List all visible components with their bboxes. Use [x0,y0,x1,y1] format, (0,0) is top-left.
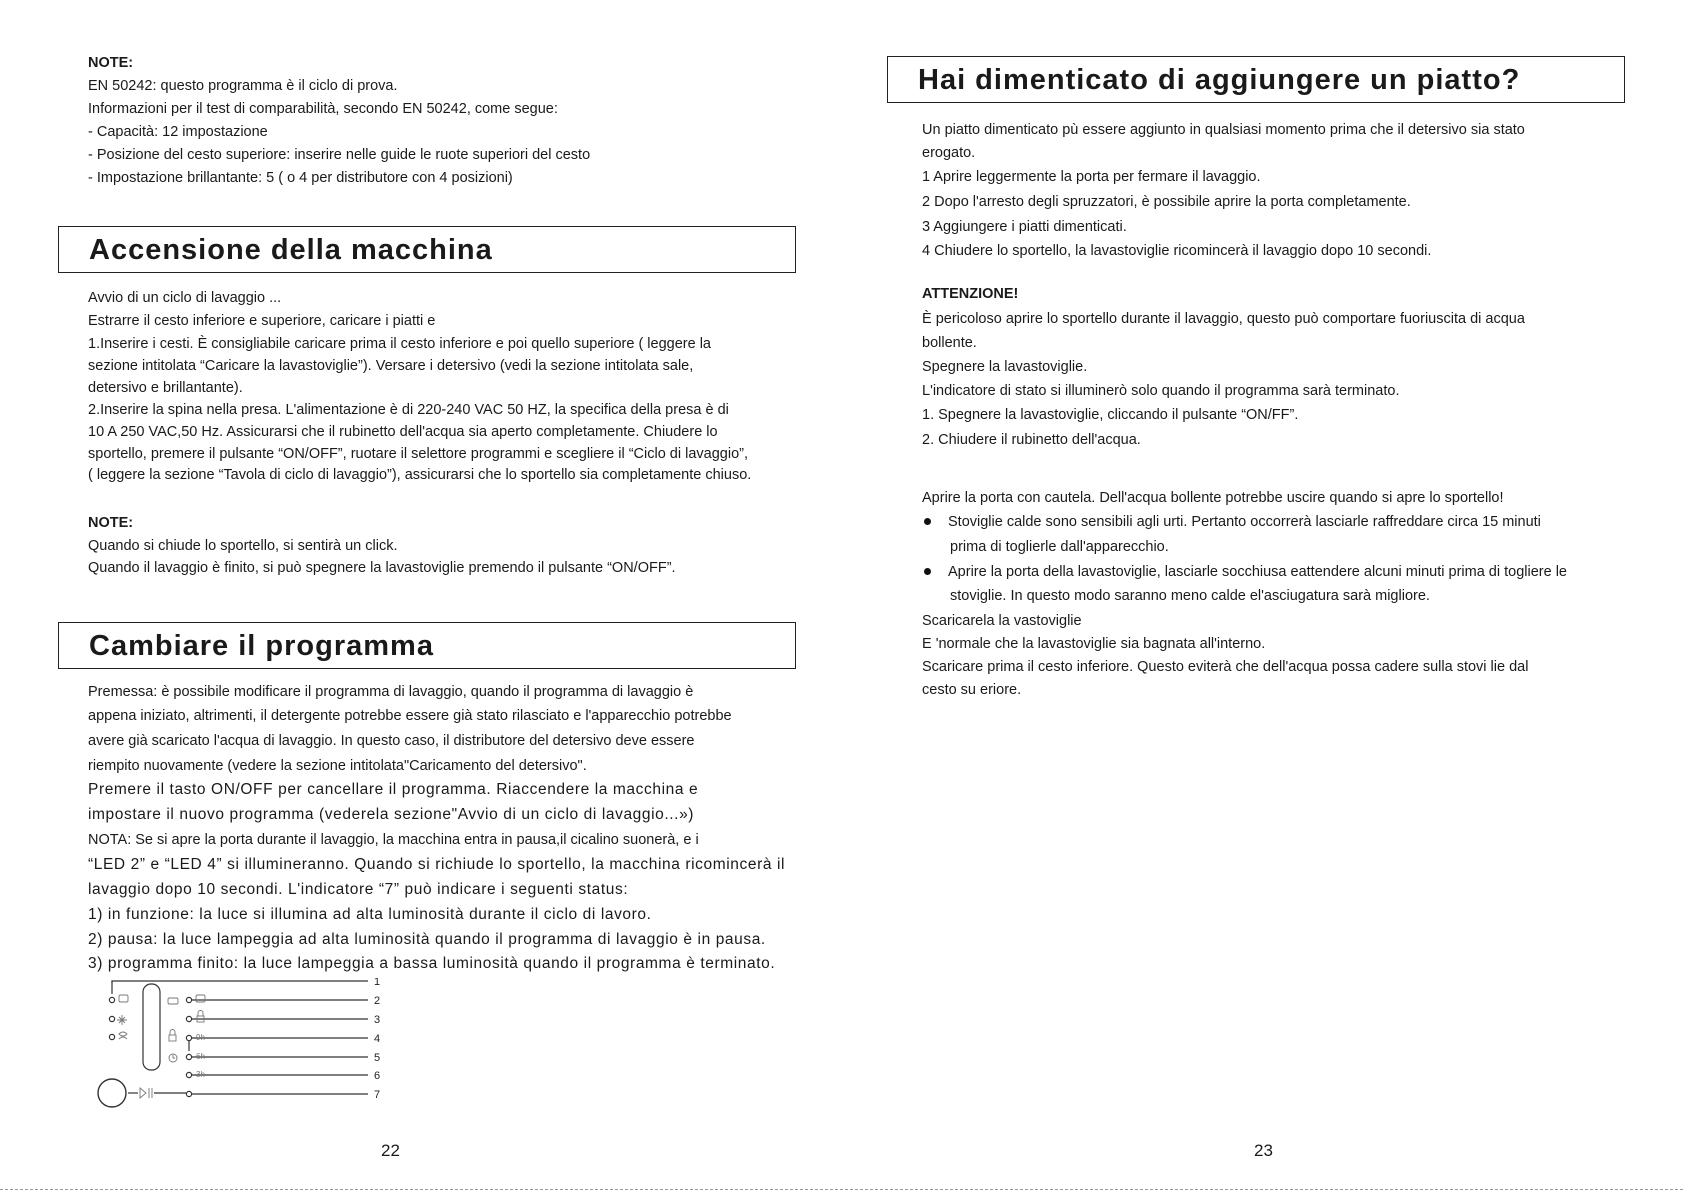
section-heading: Accensione della macchina [58,226,796,273]
led-indicator [109,1016,114,1021]
body-line: Scaricare prima il cesto inferiore. Questo eviterà che dell'acqua possa cadere sulla stovi lie dal [922,659,1529,675]
power-button [98,1079,126,1107]
timer-label: 6h [196,1052,205,1061]
body-line: “LED 2” e “LED 4” si illumineranno. Quando si richiude lo sportello, la macchina ricomincerà il [88,856,786,873]
lock-icon [169,1035,176,1041]
section-heading: Hai dimenticato di aggiungere un piatto? [887,56,1625,103]
bullet-line: prima di toglierle dall'apparecchio. [950,539,1169,555]
led-indicator [109,997,114,1002]
note-line: - Impostazione brillantante: 5 ( o 4 per distributore con 4 posizioni) [88,170,513,186]
body-line: Aprire la porta con cautela. Dell'acqua bollente potrebbe uscire quando si apre lo sportello! [922,490,1504,506]
note-line: Quando si chiude lo sportello, si sentirà un click. [88,538,398,554]
bottom-rule [0,1189,1683,1190]
timer-label: 3h [196,1070,205,1079]
body-line: 10 A 250 VAC,50 Hz. Assicurarsi che il rubinetto dell'acqua sia aperto completamente. Chiudere lo [88,424,718,440]
body-line: 3) programma finito: la luce lampeggia a bassa luminosità quando il programma è terminato. [88,955,776,972]
body-line: sportello, premere il pulsante “ON/OFF”, ruotare il selettore programmi e scegliere il “Ciclo di lavaggio”, [88,446,748,462]
led-indicator [109,1034,114,1039]
body-line: Un piatto dimenticato pù essere aggiunto in qualsiasi momento prima che il detersivo sia stato [922,122,1525,138]
body-line: sezione intitolata “Caricare la lavastoviglie”). Versare i detersivo (vedi la sezione intitolata sale, [88,358,694,374]
note-line: Quando il lavaggio è finito, si può spegnere la lavastoviglie premendo il pulsante “ON/OFF”. [88,560,676,576]
indicator-number: 4 [374,1033,381,1045]
right-page [840,0,1683,1191]
body-line: 2) pausa: la luce lampeggia ad alta luminosità quando il programma di lavaggio è in pausa. [88,931,766,948]
bullet-icon [924,568,931,575]
body-line: Scaricarela la vastoviglie [922,613,1082,629]
body-line: impostare il nuovo programma (vederela sezione"Avvio di un ciclo di lavaggio...») [88,806,695,823]
left-page [0,0,840,1191]
bullet-icon [924,518,931,525]
step-line: 1 Aprire leggermente la porta per fermare il lavaggio. [922,169,1261,185]
body-line: Avvio di un ciclo di lavaggio ... [88,290,282,306]
control-panel-diagram [96,978,396,1118]
step-line: 3 Aggiungere i piatti dimenticati. [922,219,1127,235]
leader-line-1 [112,981,368,983]
warning-line: È pericoloso aprire lo sportello durante il lavaggio, questo può comportare fuoriuscita di acqua [922,311,1525,327]
lock-shackle-icon [170,1030,175,1036]
indicator-number: 7 [374,1089,381,1101]
warning-line: L'indicatore di stato si illuminerò solo quando il programma sarà terminato. [922,383,1400,399]
note-line: - Posizione del cesto superiore: inserire nelle guide le ruote superiori del cesto [88,147,591,163]
body-line: lavaggio dopo 10 secondi. L'indicatore “7” può indicare i seguenti status: [88,881,629,898]
step-line: 4 Chiudere lo sportello, la lavastoviglie ricomincerà il lavaggio dopo 10 secondi. [922,243,1432,259]
step-line: 2 Dopo l'arresto degli spruzzatori, è possibile aprire la porta completamente. [922,194,1411,210]
body-line: Premessa: è possibile modificare il programma di lavaggio, quando il programma di lavaggio è [88,684,694,700]
body-line: 2.Inserire la spina nella presa. L'alimentazione è di 220-240 VAC 50 HZ, la specifica della presa è di [88,402,729,418]
bullet-line: Aprire la porta della lavastoviglie, lasciarle socchiusa eattendere alcuni minuti prima di togliere le [948,564,1567,580]
indicator-number: 3 [374,1014,381,1026]
start-pause-icon [140,1088,146,1098]
body-line: avere già scaricato l'acqua di lavaggio. In questo caso, il distributore del detersivo deve essere [88,733,695,749]
salt-icon [119,1032,127,1039]
body-line: appena iniziato, altrimenti, il detergente potrebbe essere già stato rilasciato e l'apparecchio potrebbe [88,708,732,724]
wash-icon [168,998,178,1004]
body-line: erogato. [922,145,976,161]
panel-icons [117,995,205,1098]
rinse-aid-icon [117,1015,127,1025]
body-line: 1.Inserire i cesti. È consigliabile caricare prima il cesto inferiore e poi quello superiore ( leggere la [88,336,711,352]
note-title: NOTE: [88,55,134,71]
bullet-line: stoviglie. In questo modo saranno meno calde el'asciugatura sarà migliore. [950,588,1430,604]
warning-line: 2. Chiudere il rubinetto dell'acqua. [922,432,1141,448]
program-rail [143,984,160,1070]
dishes-icon [119,995,128,1002]
body-line: E 'normale che la lavastoviglie sia bagnata all'interno. [922,636,1266,652]
page-number: 23 [1254,1141,1273,1160]
body-line: Estrarre il cesto inferiore e superiore, caricare i piatti e [88,313,436,329]
warning-line: Spegnere la lavastoviglie. [922,359,1088,375]
indicator-number: 6 [374,1070,381,1082]
warning-line: 1. Spegnere la lavastoviglie, cliccando il pulsante “ON/FF”. [922,407,1299,423]
note-line: - Capacità: 12 impostazione [88,124,268,140]
section-heading: Cambiare il programma [58,622,796,669]
body-line: NOTA: Se si apre la porta durante il lavaggio, la macchina entra in pausa,il cicalino suonerà, e i [88,832,699,848]
warning-title: ATTENZIONE! [922,286,1019,302]
note-line: EN 50242: questo programma è il ciclo di prova. [88,78,398,94]
dishes-icon [196,995,205,1002]
body-line: detersivo e brillantante). [88,380,243,396]
note-line: Informazioni per il test di comparabilità, secondo EN 50242, come segue: [88,101,558,117]
body-line: riempito nuovamente (vedere la sezione intitolata"Caricamento del detersivo". [88,758,587,774]
warning-line: bollente. [922,335,977,351]
note-title: NOTE: [88,515,134,531]
body-line: Premere il tasto ON/OFF per cancellare il programma. Riaccendere la macchina e [88,781,699,798]
body-line: ( leggere la sezione “Tavola di ciclo di lavaggio”), assicurarsi che lo sportello sia completamente chiuso. [88,467,752,483]
indicator-number: 2 [374,995,381,1007]
body-line: cesto su eriore. [922,682,1022,698]
bullet-line: Stoviglie calde sono sensibili agli urti. Pertanto occorrerà lasciarle raffreddare circa 15 minuti [948,514,1541,530]
page-number: 22 [381,1141,400,1160]
body-line: 1) in funzione: la luce si illumina ad alta luminosità durante il ciclo di lavoro. [88,906,652,923]
indicator-number: 5 [374,1052,381,1064]
indicator-number: 1 [374,978,381,988]
timer-label: 9h [196,1033,205,1042]
